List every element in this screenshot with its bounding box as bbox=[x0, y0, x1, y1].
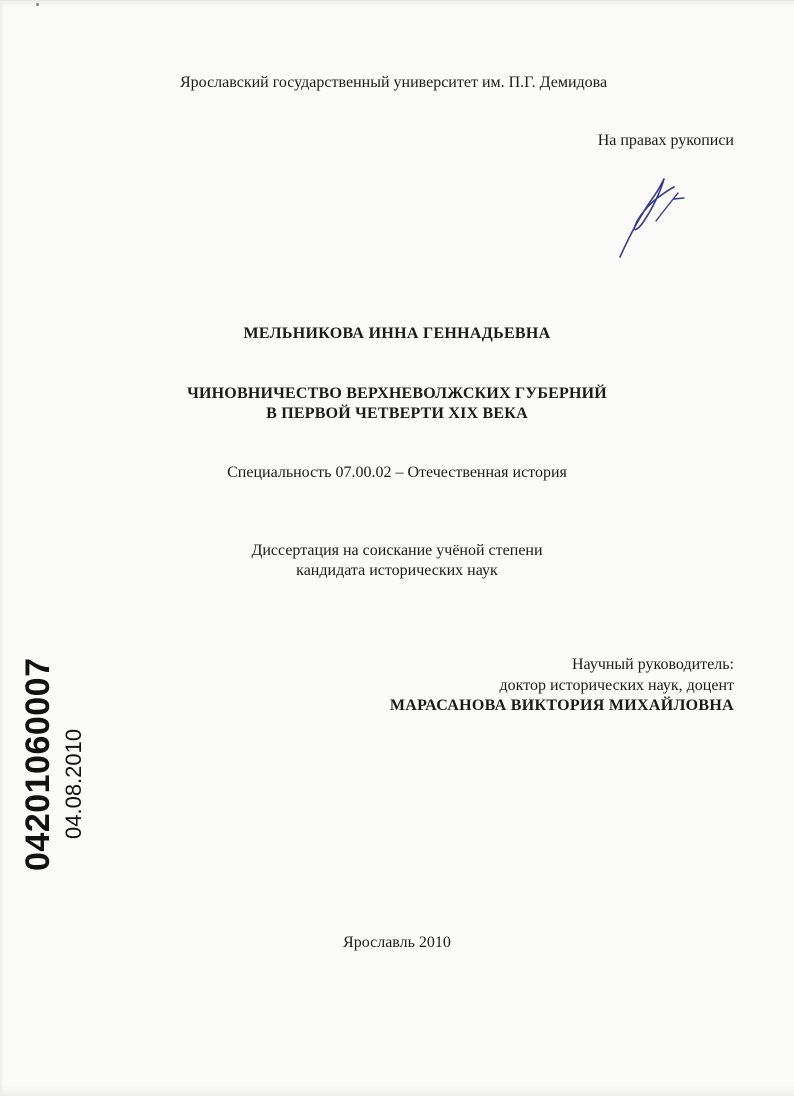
specialty-line: Специальность 07.00.02 – Отечественная история bbox=[227, 464, 567, 481]
scan-speck bbox=[36, 3, 39, 6]
manuscript-rights-note: На правах рукописи bbox=[597, 132, 734, 149]
author-name: МЕЛЬНИКОВА ИННА ГЕННАДЬЕВНА bbox=[243, 325, 551, 342]
scan-shadow-bottom bbox=[0, 1086, 794, 1096]
advisor-name: МАРАСАНОВА ВИКТОРИЯ МИХАЙЛОВНА bbox=[389, 697, 734, 714]
advisor-degree: доктор исторических наук, доцент bbox=[499, 677, 734, 694]
university-name: Ярославский государственный университет им. П.Г. Демидова bbox=[180, 74, 608, 91]
dissertation-title-line-2: В ПЕРВОЙ ЧЕТВЕРТИ XIX ВЕКА bbox=[266, 405, 528, 422]
scan-shadow-top bbox=[0, 1, 794, 7]
city-and-year: Ярославль 2010 bbox=[343, 934, 451, 951]
library-stamp-number: 04201060007 bbox=[19, 657, 57, 871]
handwritten-signature-icon bbox=[600, 169, 700, 269]
dissertation-title-line-1: ЧИНОВНИЧЕСТВО ВЕРХНЕВОЛЖСКИХ ГУБЕРНИЙ bbox=[187, 385, 607, 402]
degree-statement-line-1: Диссертация на соискание учёной степени bbox=[251, 542, 543, 559]
degree-statement-line-2: кандидата исторических наук bbox=[296, 562, 498, 579]
advisor-label: Научный руководитель: bbox=[571, 656, 734, 673]
library-stamp-date: 04.08.2010 bbox=[61, 728, 86, 839]
